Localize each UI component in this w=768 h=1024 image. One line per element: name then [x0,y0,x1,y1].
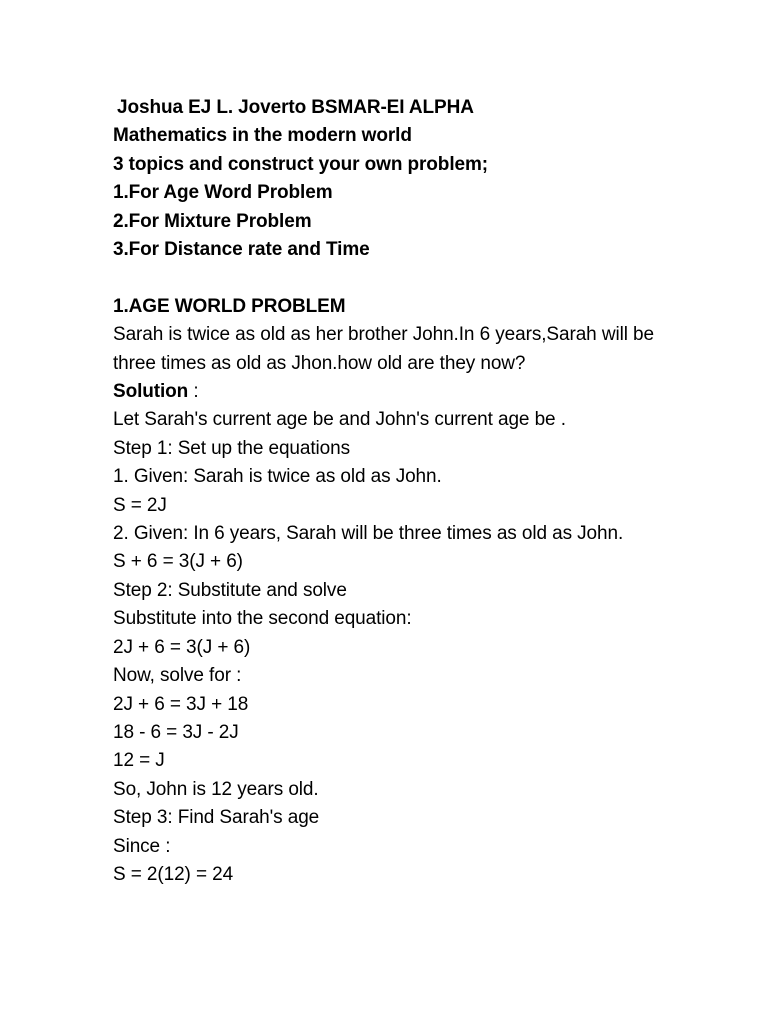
solution-suffix: : [188,381,199,403]
solution-line: 2J + 6 = 3J + 18 [113,693,249,715]
topic-item: 3.For Distance rate and Time [113,239,370,261]
solution-line: 2J + 6 = 3(J + 6) [113,636,251,658]
author-line: Joshua EJ L. Joverto BSMAR-EI ALPHA [117,97,474,118]
course-title: Mathematics in the modern world [113,125,412,147]
solution-line: So, John is 12 years old. [113,778,319,800]
solution-line: 1. Given: Sarah is twice as old as John. [113,466,442,488]
topic-item: 1.For Age Word Problem [113,182,333,204]
solution-heading [113,378,654,406]
solution-line: Now, solve for : [113,665,242,687]
solution-line: 18 - 6 = 3J - 2J [113,721,239,743]
solution-line: Since : [113,835,171,857]
instruction-text: 3 topics and construct your own problem; [113,153,488,175]
solution-label: Solution [113,381,189,403]
solution-line: Substitute into the second equation: [113,608,412,630]
solution-line: 12 = J [113,750,165,772]
blank-line [113,264,654,292]
solution-line: Let Sarah's current age be and John's current age be . [113,409,566,431]
problem-statement: Sarah is twice as old as her brother John.In 6 years,Sarah will be three times as old as Jhon.how old are they now? [113,324,654,374]
document-body [113,94,654,889]
solution-line: Step 3: Find Sarah's age [113,807,320,829]
topic-item: 2.For Mixture Problem [113,210,312,232]
solution-line: S + 6 = 3(J + 6) [113,551,243,573]
solution-line: S = 2J [113,494,167,516]
given-two: 2. Given: In 6 years, Sarah will be three times as old as John. [113,523,624,545]
solution-line: Step 2: Substitute and solve [113,579,347,601]
section-title: 1.AGE WORLD PROBLEM [113,295,346,317]
solution-line: S = 2(12) = 24 [113,863,234,885]
solution-line: Step 1: Set up the equations [113,437,350,459]
